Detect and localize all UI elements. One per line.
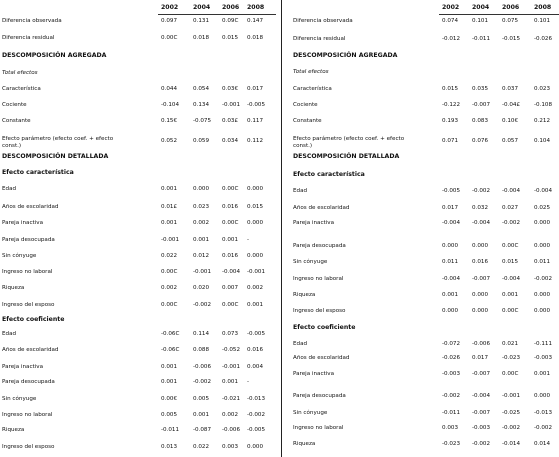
section-heading (291, 325, 559, 335)
value-cell: 0.017 (442, 205, 459, 211)
value-cell: 0.015 (222, 35, 239, 41)
value-cell: -0.006 (222, 427, 241, 433)
table-row (0, 412, 276, 422)
row-label: Característica (293, 86, 332, 92)
value-cell: 0.000 (247, 444, 264, 450)
value-cell: 0.074 (442, 18, 459, 24)
table-row (0, 102, 276, 112)
subsection-heading (0, 70, 276, 80)
value-cell: 0.104 (534, 138, 551, 144)
value-cell: 0.023 (193, 204, 210, 210)
value-cell: -0.026 (442, 355, 461, 361)
value-cell: 0.005 (193, 396, 210, 402)
header-rule (158, 14, 276, 15)
value-cell: 0.000 (472, 308, 489, 314)
row-label: Pareja desocupada (293, 393, 346, 399)
table-row (0, 253, 276, 263)
row-label: Ingreso del esposo (293, 308, 346, 314)
table-row (291, 259, 559, 269)
year-header-cell: 2008 (534, 4, 552, 11)
row-label: Pareja desocupada (293, 243, 346, 249)
value-cell: - (247, 237, 250, 243)
value-cell: -0.001 (247, 269, 266, 275)
row-label: Edad (293, 341, 308, 347)
value-cell: -0.001 (193, 269, 212, 275)
value-cell: 0.212 (534, 118, 551, 124)
row-label: Efecto coeficiente (2, 316, 65, 323)
table-row (0, 118, 276, 128)
value-cell: 0.073 (222, 331, 239, 337)
table-row (291, 102, 559, 112)
value-cell: -0.004 (502, 276, 521, 282)
value-cell: 0.076 (472, 138, 489, 144)
left-table-panel (0, 0, 276, 457)
value-cell: -0.002 (193, 379, 212, 385)
value-cell: 0.000 (247, 186, 264, 192)
row-label: Diferencia residual (2, 35, 55, 41)
row-label: Efecto coeficiente (293, 324, 356, 331)
value-cell: 0.097 (161, 18, 178, 24)
value-cell: 0.005 (161, 412, 178, 418)
row-label: Pareja inactiva (293, 220, 335, 226)
value-cell: 0.00C (161, 269, 178, 275)
value-cell: 0.001 (161, 379, 178, 385)
value-cell: 0.00€ (161, 396, 178, 402)
row-label: Riqueza (2, 427, 25, 433)
row-label: Ingreso no laboral (293, 425, 344, 431)
row-label: Pareja inactiva (2, 220, 44, 226)
value-cell: -0.002 (534, 425, 553, 431)
value-cell: 0.03€ (222, 86, 239, 92)
value-cell: -0.001 (222, 102, 241, 108)
value-cell: 0.016 (222, 253, 239, 259)
value-cell: -0.023 (502, 355, 521, 361)
value-cell: 0.023 (534, 86, 551, 92)
value-cell: 0.022 (193, 444, 210, 450)
value-cell: -0.111 (534, 341, 553, 347)
value-cell: 0.015 (247, 204, 264, 210)
value-cell: -0.005 (247, 102, 266, 108)
table-row (0, 347, 276, 357)
table-row (0, 237, 276, 247)
table-row (291, 308, 559, 318)
table-row (291, 188, 559, 198)
value-cell: -0.001 (222, 364, 241, 370)
value-cell: -0.005 (442, 188, 461, 194)
row-label: Diferencia observada (2, 18, 62, 24)
row-label: Años de escolaridad (2, 347, 59, 353)
value-cell: 0.001 (222, 237, 239, 243)
value-cell: 0.03£ (222, 118, 239, 124)
row-label: Sin cónyuge (293, 410, 328, 416)
value-cell: 0.000 (472, 292, 489, 298)
row-label: Sin cónyuge (2, 396, 37, 402)
year-header-cell: 2006 (502, 4, 520, 11)
value-cell: 0.09C (222, 18, 239, 24)
row-label: Efecto característica (2, 169, 74, 176)
value-cell: 0.000 (442, 308, 459, 314)
value-cell: 0.000 (247, 220, 264, 226)
row-label: DESCOMPOSICIÓN DETALLADA (2, 153, 109, 160)
value-cell: 0.114 (193, 331, 210, 337)
value-cell: 0.000 (534, 220, 551, 226)
value-cell: 0.054 (193, 86, 210, 92)
row-label: Edad (2, 186, 17, 192)
table-row (0, 444, 276, 454)
panel-divider (281, 0, 282, 457)
value-cell: 0.020 (193, 285, 210, 291)
section-heading (291, 53, 559, 63)
value-cell: -0.011 (161, 427, 180, 433)
row-label: Ingreso no laboral (293, 276, 344, 282)
row-label: DESCOMPOSICIÓN AGREGADA (2, 52, 107, 59)
value-cell: -0.003 (534, 355, 553, 361)
section-heading (0, 53, 276, 63)
section-heading (0, 170, 276, 180)
table-row (0, 186, 276, 196)
value-cell: -0.007 (472, 371, 491, 377)
value-cell: -0.108 (534, 102, 553, 108)
value-cell: -0.104 (161, 102, 180, 108)
value-cell: -0.015 (502, 36, 521, 42)
value-cell: 0.117 (247, 118, 264, 124)
row-label: DESCOMPOSICIÓN DETALLADA (293, 153, 400, 160)
value-cell: 0.001 (222, 379, 239, 385)
value-cell: -0.052 (222, 347, 241, 353)
value-cell: 0.001 (161, 364, 178, 370)
value-cell: 0.001 (502, 292, 519, 298)
table-row (0, 204, 276, 214)
value-cell: -0.075 (193, 118, 212, 124)
value-cell: 0.15€ (161, 118, 178, 124)
value-cell: -0.072 (442, 341, 461, 347)
section-heading (0, 317, 276, 327)
value-cell: -0.04£ (502, 102, 521, 108)
table-row (291, 18, 559, 28)
value-cell: -0.003 (442, 371, 461, 377)
value-cell: 0.034 (222, 138, 239, 144)
value-cell: -0.023 (442, 441, 461, 447)
value-cell: 0.012 (193, 253, 210, 259)
value-cell: 0.00C (161, 302, 178, 308)
row-label: Cociente (2, 102, 27, 108)
table-row (291, 36, 559, 46)
table-row (291, 393, 559, 403)
table-row (0, 136, 276, 149)
value-cell: -0.122 (442, 102, 461, 108)
value-cell: 0.000 (247, 253, 264, 259)
value-cell: 0.014 (534, 441, 551, 447)
value-cell: -0.004 (442, 220, 461, 226)
value-cell: 0.022 (161, 253, 178, 259)
value-cell: -0.004 (442, 276, 461, 282)
value-cell: 0.131 (193, 18, 210, 24)
value-cell: -0.014 (502, 441, 521, 447)
year-header (291, 4, 559, 14)
value-cell: -0.004 (472, 393, 491, 399)
table-row (291, 136, 559, 149)
value-cell: 0.000 (534, 308, 551, 314)
value-cell: 0.001 (247, 302, 264, 308)
table-row (0, 379, 276, 389)
section-heading (291, 172, 559, 182)
value-cell: 0.101 (472, 18, 489, 24)
value-cell: -0.003 (472, 425, 491, 431)
value-cell: -0.001 (502, 393, 521, 399)
table-row (0, 331, 276, 341)
table-row (0, 35, 276, 45)
table-row (0, 18, 276, 28)
value-cell: 0.00C (222, 220, 239, 226)
value-cell: 0.032 (472, 205, 489, 211)
value-cell: -0.011 (472, 36, 491, 42)
value-cell: -0.004 (472, 220, 491, 226)
row-label: Riqueza (2, 285, 25, 291)
value-cell: 0.035 (472, 86, 489, 92)
value-cell: -0.002 (247, 412, 266, 418)
value-cell: -0.005 (247, 427, 266, 433)
table-row (291, 205, 559, 215)
value-cell: -0.021 (222, 396, 241, 402)
table-row (0, 86, 276, 96)
value-cell: -0.087 (193, 427, 212, 433)
value-cell: -0.012 (442, 36, 461, 42)
value-cell: 0.01£ (161, 204, 178, 210)
value-cell: 0.018 (193, 35, 210, 41)
section-heading (0, 154, 276, 164)
row-label: Total efectos (2, 70, 38, 76)
value-cell: 0.004 (247, 364, 264, 370)
value-cell: 0.044 (161, 86, 178, 92)
value-cell: 0.001 (161, 186, 178, 192)
value-cell: 0.112 (247, 138, 264, 144)
header-rule (439, 14, 559, 15)
value-cell: -0.002 (502, 220, 521, 226)
table-row (291, 355, 559, 365)
table-row (291, 118, 559, 128)
value-cell: 0.000 (534, 292, 551, 298)
row-label: Constante (293, 118, 322, 124)
table-row (0, 302, 276, 312)
value-cell: -0.001 (161, 237, 180, 243)
table-row (0, 269, 276, 279)
value-cell: -0.004 (502, 188, 521, 194)
value-cell: 0.021 (502, 341, 519, 347)
row-label: Pareja desocupada (2, 237, 55, 243)
value-cell: 0.134 (193, 102, 210, 108)
table-row (291, 220, 559, 230)
row-label: Pareja desocupada (2, 379, 55, 385)
value-cell: 0.147 (247, 18, 264, 24)
row-label: Ingreso no laboral (2, 412, 53, 418)
year-header-cell: 2004 (472, 4, 490, 11)
value-cell: 0.003 (442, 425, 459, 431)
value-cell: -0.002 (442, 393, 461, 399)
value-cell: -0.002 (472, 441, 491, 447)
row-label: Edad (293, 188, 308, 194)
row-label: Ingreso del esposo (2, 302, 55, 308)
year-header-cell: 2002 (442, 4, 460, 11)
table-row (291, 276, 559, 286)
value-cell: 0.00C (222, 302, 239, 308)
value-cell: 0.016 (472, 259, 489, 265)
value-cell: 0.193 (442, 118, 459, 124)
year-header-cell: 2002 (161, 4, 179, 11)
row-label: Ingreso del esposo (2, 444, 55, 450)
value-cell: -0.013 (534, 410, 553, 416)
value-cell: 0.101 (534, 18, 551, 24)
value-cell: -0.002 (502, 425, 521, 431)
value-cell: -0.002 (472, 188, 491, 194)
value-cell: 0.015 (442, 86, 459, 92)
value-cell: -0.006 (472, 341, 491, 347)
row-label: Total efectos (293, 69, 329, 75)
value-cell: 0.017 (247, 86, 264, 92)
value-cell: 0.059 (193, 138, 210, 144)
table-row (0, 285, 276, 295)
value-cell: -0.06C (161, 347, 180, 353)
value-cell: 0.002 (247, 285, 264, 291)
table-row (291, 425, 559, 435)
table-row (291, 86, 559, 96)
row-label: Diferencia observada (293, 18, 353, 24)
value-cell: -0.005 (247, 331, 266, 337)
value-cell: 0.016 (247, 347, 264, 353)
value-cell: 0.00C (161, 35, 178, 41)
table-row (291, 341, 559, 351)
value-cell: 0.000 (534, 243, 551, 249)
table-row (291, 410, 559, 420)
value-cell: -0.025 (502, 410, 521, 416)
value-cell: 0.001 (534, 371, 551, 377)
row-label: DESCOMPOSICIÓN AGREGADA (293, 52, 398, 59)
row-label: Sin cónyuge (293, 259, 328, 265)
value-cell: -0.007 (472, 410, 491, 416)
value-cell: -0.026 (534, 36, 553, 42)
value-cell: -0.011 (442, 410, 461, 416)
value-cell: -0.06C (161, 331, 180, 337)
value-cell: 0.017 (472, 355, 489, 361)
value-cell: 0.018 (247, 35, 264, 41)
right-table-panel (291, 0, 559, 457)
value-cell: 0.002 (193, 220, 210, 226)
table-row (291, 243, 559, 253)
row-label: Años de escolaridad (2, 204, 59, 210)
value-cell: -0.004 (222, 269, 241, 275)
value-cell: 0.00C (502, 243, 519, 249)
year-header-cell: 2008 (247, 4, 265, 11)
value-cell: 0.001 (193, 237, 210, 243)
value-cell: 0.002 (222, 412, 239, 418)
value-cell: 0.001 (161, 220, 178, 226)
value-cell: -0.004 (534, 188, 553, 194)
row-label: Diferencia residual (293, 36, 346, 42)
value-cell: 0.025 (534, 205, 551, 211)
value-cell: 0.011 (442, 259, 459, 265)
row-label: Pareja inactiva (2, 364, 44, 370)
value-cell: 0.075 (502, 18, 519, 24)
year-header-cell: 2004 (193, 4, 211, 11)
value-cell: 0.00C (222, 186, 239, 192)
row-label: Efecto característica (293, 171, 365, 178)
value-cell: -0.002 (193, 302, 212, 308)
value-cell: 0.083 (472, 118, 489, 124)
row-label: Riqueza (293, 441, 316, 447)
subsection-heading (291, 69, 559, 79)
value-cell: -0.002 (534, 276, 553, 282)
value-cell: 0.000 (534, 393, 551, 399)
value-cell: 0.001 (442, 292, 459, 298)
value-cell: 0.10€ (502, 118, 519, 124)
value-cell: 0.000 (193, 186, 210, 192)
value-cell: 0.052 (161, 138, 178, 144)
table-row (0, 427, 276, 437)
value-cell: 0.088 (193, 347, 210, 353)
row-label: Ingreso no laboral (2, 269, 53, 275)
year-header-cell: 2006 (222, 4, 240, 11)
value-cell: 0.027 (502, 205, 519, 211)
value-cell: 0.015 (502, 259, 519, 265)
value-cell: -0.013 (247, 396, 266, 402)
value-cell: 0.071 (442, 138, 459, 144)
value-cell: 0.011 (534, 259, 551, 265)
row-label: Edad (2, 331, 17, 337)
row-label: Constante (2, 118, 31, 124)
year-header (0, 4, 276, 14)
row-label: Riqueza (293, 292, 316, 298)
row-label: Años de escolaridad (293, 355, 350, 361)
value-cell: - (247, 379, 250, 385)
table-row (0, 364, 276, 374)
value-cell: 0.000 (472, 243, 489, 249)
value-cell: 0.003 (222, 444, 239, 450)
row-label: Sin cónyuge (2, 253, 37, 259)
table-row (0, 220, 276, 230)
section-heading (291, 154, 559, 164)
value-cell: 0.057 (502, 138, 519, 144)
table-row (0, 396, 276, 406)
value-cell: -0.007 (472, 276, 491, 282)
table-row (291, 441, 559, 451)
value-cell: -0.007 (472, 102, 491, 108)
value-cell: 0.037 (502, 86, 519, 92)
value-cell: 0.00C (502, 308, 519, 314)
value-cell: -0.006 (193, 364, 212, 370)
row-label: Característica (2, 86, 41, 92)
value-cell: 0.002 (161, 285, 178, 291)
row-label: Pareja inactiva (293, 371, 335, 377)
value-cell: 0.001 (193, 412, 210, 418)
value-cell: 0.016 (222, 204, 239, 210)
table-row (291, 371, 559, 381)
value-cell: 0.000 (442, 243, 459, 249)
table-row (291, 292, 559, 302)
row-label: Efecto parámetro (efecto coef. + efecto const.) (293, 136, 405, 149)
row-label: Cociente (293, 102, 318, 108)
row-label: Años de escolaridad (293, 205, 350, 211)
value-cell: 0.013 (161, 444, 178, 450)
row-label: Efecto parámetro (efecto coef. + efecto const.) (2, 136, 114, 149)
value-cell: 0.00C (502, 371, 519, 377)
value-cell: 0.007 (222, 285, 239, 291)
